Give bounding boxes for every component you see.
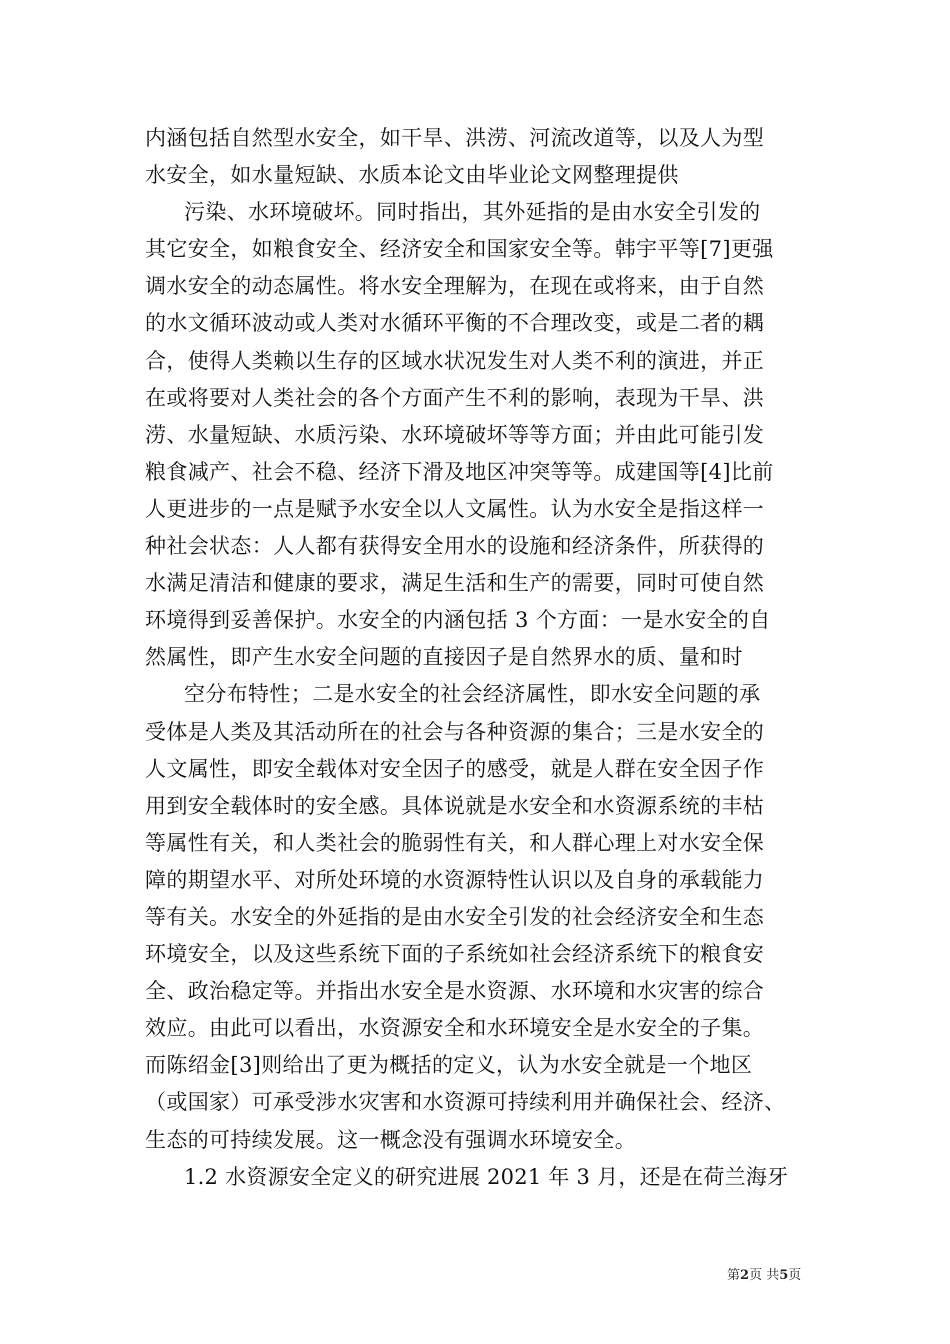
text-line: 受体是人类及其活动所在的社会与各种资源的集合；三是水安全的 [145, 719, 765, 744]
text-line: 合，使得人类赖以生存的区域水状况发生对人类不利的演进，并正 [145, 348, 765, 373]
document-body [145, 120, 810, 1196]
text-line: 空分布特性；二是水安全的社会经济属性，即水安全问题的承 [184, 682, 761, 707]
text-line: 水安全，如水量短缺、水质本论文由毕业论文网整理提供 [145, 163, 679, 188]
footer-suffix: 页 [788, 1268, 802, 1283]
text-line: 然属性，即产生水安全问题的直接因子是自然界水的质、量和时 [145, 645, 743, 670]
text-line: 的水文循环波动或人类对水循环平衡的不合理改变，或是二者的耦 [145, 311, 765, 336]
text-line: 效应。由此可以看出，水资源安全和水环境安全是水安全的子集。 [145, 1016, 765, 1041]
text-line: 污染、水环境破坏。同时指出，其外延指的是由水安全引发的 [184, 200, 761, 225]
text-line: 涝、水量短缺、水质污染、水环境破坏等等方面；并由此可能引发 [145, 422, 765, 447]
text-line: 而陈绍金[3]则给出了更为概括的定义，认为水安全就是一个地区 [145, 1053, 753, 1078]
text-line: 用到安全载体时的安全感。具体说就是水安全和水资源系统的丰枯 [145, 793, 765, 818]
text-line: 等有关。水安全的外延指的是由水安全引发的社会经济安全和生态 [145, 904, 765, 929]
text-line: 人文属性，即安全载体对安全因子的感受，就是人群在安全因子作 [145, 756, 765, 781]
text-line: 内涵包括自然型水安全，如干旱、洪涝、河流改道等，以及人为型 [145, 126, 765, 150]
total-pages-number: 5 [779, 1268, 789, 1283]
text-line: 种社会状态：人人都有获得安全用水的设施和经济条件，所获得的 [145, 534, 765, 559]
text-line: 调水安全的动态属性。将水安全理解为，在现在或将来，由于自然 [145, 274, 765, 299]
text-line: 人更进步的一点是赋予水安全以人文属性。认为水安全是指这样一 [145, 496, 765, 521]
text-line: 全、政治稳定等。并指出水安全是水资源、水环境和水灾害的综合 [145, 979, 765, 1004]
text-line: 生态的可持续发展。这一概念没有强调水环境安全。 [145, 1127, 637, 1152]
footer-middle: 页 共 [749, 1268, 780, 1283]
text-line: 水满足清洁和健康的要求，满足生活和生产的需要，同时可使自然 [145, 571, 765, 596]
text-line: 障的期望水平、对所处环境的水资源特性认识以及自身的承载能力 [145, 867, 765, 892]
page-footer [727, 1267, 837, 1285]
text-line: 等属性有关，和人类社会的脆弱性有关，和人群心理上对水安全保 [145, 830, 765, 855]
text-line: 粮食减产、社会不稳、经济下滑及地区冲突等等。成建国等[4]比前 [145, 459, 774, 484]
footer-prefix: 第 [727, 1268, 741, 1283]
text-line: 环境安全，以及这些系统下面的子系统如社会经济系统下的粮食安 [145, 942, 765, 967]
text-line: 环境得到妥善保护。水安全的内涵包括 3 个方面：一是水安全的自 [145, 608, 771, 633]
text-line: 1.2 水资源安全定义的研究进展 2021 年 3 月，还是在荷兰海牙 [184, 1164, 789, 1189]
current-page-number: 2 [740, 1268, 750, 1283]
text-line: 在或将要对人类社会的各个方面产生不利的影响，表现为干旱、洪 [145, 385, 765, 410]
text-line: 其它安全，如粮食安全、经济安全和国家安全等。韩宇平等[7]更强 [145, 237, 774, 262]
text-line: （或国家）可承受涉水灾害和水资源可持续利用并确保社会、经济、 [145, 1090, 786, 1115]
